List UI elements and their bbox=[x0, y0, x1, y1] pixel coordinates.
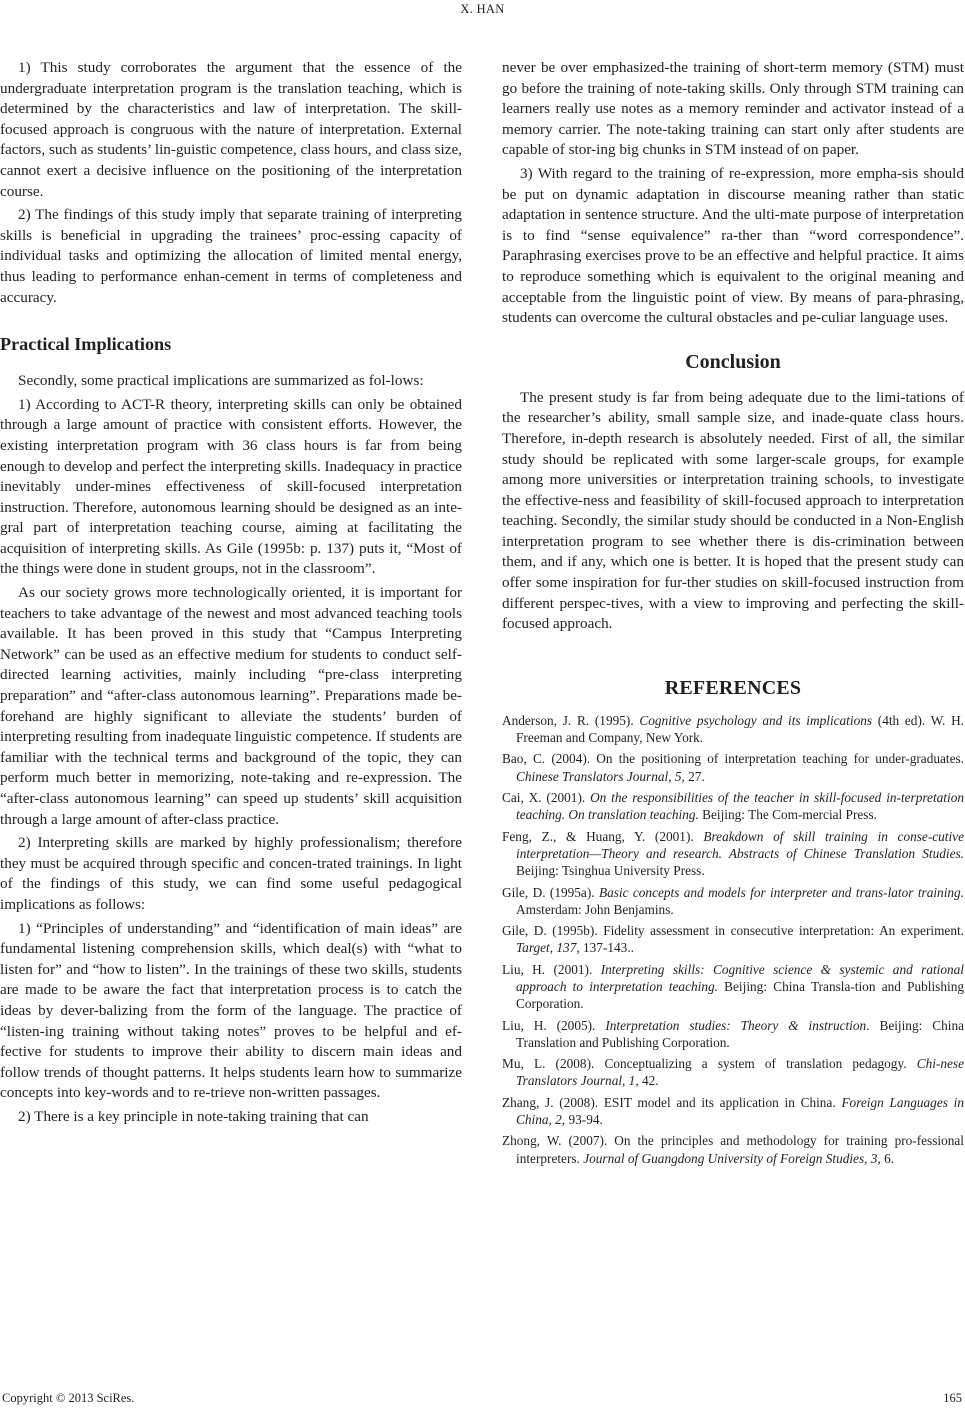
conclusion-heading: Conclusion bbox=[685, 350, 781, 373]
body-paragraph: 2) Interpreting skills are marked by highly professionalism; therefore they must be acquired through specific and concen-trated trainings. In light of the findings of this study, we can find some useful pedagogical implications as follows: bbox=[0, 834, 462, 913]
reference-entry: Cai, X. (2001). On the responsibilities of the teacher in skill-focused in-terpretation teaching. On translation teaching. Beijing: The Com-mercial Press. bbox=[502, 790, 964, 823]
body-paragraph: 2) The findings of this study imply that separate training of interpreting skills is beneficial in upgrading the trainees’ proc-essing capacity of individual tasks and optimizing the allocation of limited mental energy, thus leading to performance enhan-cement in terms of completeness and accuracy. bbox=[0, 206, 462, 306]
page-number: 165 bbox=[943, 1391, 962, 1405]
body-paragraph: 1) According to ACT-R theory, interpreting skills can only be obtained through a large amount of practice with consistent efforts. However, the existing interpretation program with 36 class hours is far from being enough to develop and perfect the interpreting skills. Inadequacy in practice inevitably under-mines effectiveness of skill-focused interpretation instruction. Therefore, autonomous learning should be designed as an inte-gral part of interpretation teaching course, aiming at facilitating the acquisition of interpreting skills. As Gile (1995b: p. 137) puts it, “Most of the things were done in student groups, not in the classroom”. bbox=[0, 395, 462, 578]
reference-entry: Feng, Z., & Huang, Y. (2001). Breakdown of skill training in conse-cutive interpretation—Theory and research. Abstracts of Chinese Translation Studies. Beijing: Tsinghua University Press. bbox=[502, 828, 964, 879]
section-heading-practical-implications: Practical Implications bbox=[0, 334, 172, 355]
reference-entry: Bao, C. (2004). On the positioning of interpretation teaching for under-graduates. Chinese Translators Journal, 5, 27. bbox=[502, 751, 964, 784]
references-heading: REFERENCES bbox=[664, 676, 802, 699]
body-paragraph: 1) “Principles of understanding” and “identification of main ideas” are fundamental listening comprehension skills, which deal(s) with “what to listen for” and “how to listen”. In the trainings of these two skills, students are made to be aware the fact that interpretation process is to catch the ideas by dever-balizing from the form of the language. The practice of “listen-ing training without taking notes” proves to be helpful and ef-fective for students to improve their ability to discern main ideas and follow trends of thought patterns. It helps students learn how to summarize concepts into key-words and to re-trieve non-written passages. bbox=[0, 919, 462, 1102]
body-paragraph: As our society grows more technologically oriented, it is important for teachers to take advantage of the newest and most advanced teaching tools available. It has been proved in this study that “Campus Interpreting Network” can be used as an effective medium for students to conduct self-directed learning activities, mainly including “pre-class interpreting preparation” and “after-class autonomous learning”. Preparations made be-forehand are highly significant to alleviate the students’ burden of interpreting resulting from inadequate linguistic competence. If students are familiar with the technical terms and background of the topic, they can perform much better in memorizing, note-taking and re-expression. The “after-class autonomous learning” can speed up students’ skill acquisition through a large amount of after-class practice. bbox=[0, 584, 462, 828]
body-paragraph: 3) With regard to the training of re-expression, more empha-sis should be put on dynamic adaptation in discourse meaning rather than static adaptation in sentence structure. And the ulti-mate purpose of interpretation is to find “sense equivalence” ra-ther than “word correspondence”. Paraphrasing exercises prove to be an effective and helpful practice. It aims to reproduce something which is equivalent to the original meaning and acceptable from the linguistic point of view. By means of para-phrasing, students can overcome the cultural obstacles and pe-culiar language uses. bbox=[502, 164, 964, 327]
reference-entry: Liu, H. (2005). Interpretation studies: Theory & instruction. Beijing: China Translation and Publishing Corporation. bbox=[502, 1017, 964, 1050]
conclusion-paragraph: The present study is far from being adequate due to the limi-tations of the researcher’s ability, small sample size, and inade-quate class hours. Therefore, in-depth research is absolutely needed. First of all, the similar study should be replicated with some larger-scale groups, for example among more universities or interpretation training schools, to investigate the effective-ness and feasibility of skill-focused approach to interpretation teaching. Secondly, the similar study should be conducted in a Non-English interpretation program to see whether there is dis-crimination between them, and if any, which one is better. It is hoped that the present study can offer some inspiration for fur-ther studies on skill-focused instruction from different perspec-tives, with a view to improving and perfecting the skill-focused approach. bbox=[502, 388, 964, 633]
body-paragraph: 2) There is a key principle in note-taking training that can bbox=[18, 1107, 369, 1125]
copyright-notice: Copyright © 2013 SciRes. bbox=[2, 1391, 135, 1405]
reference-list bbox=[502, 712, 964, 1167]
running-head: X. HAN bbox=[460, 2, 505, 16]
left-column bbox=[0, 58, 462, 1128]
body-paragraph: never be over emphasized-the training of short-term memory (STM) must go before the training of note-taking skills. Only through STM training can learners really use notes as a memory reminder and activator instead of a memory carrier. The note-taking training can start only after students are capable of stor-ing big chunks in STM instead of on paper. bbox=[502, 59, 964, 159]
right-column bbox=[502, 58, 964, 1171]
reference-entry: Mu, L. (2008). Conceptualizing a system of translation pedagogy. Chi-nese Translators Journal, 1, 42. bbox=[502, 1056, 964, 1089]
reference-entry: Liu, H. (2001). Interpreting skills: Cognitive science & systemic and rational approach to interpretation teaching. Beijing: China Transla-tion and Publishing Corporation. bbox=[502, 961, 964, 1012]
reference-entry: Zhong, W. (2007). On the principles and methodology for training pro-fessional interpreters. Journal of Guangdong University of Foreign Studies, 3, 6. bbox=[502, 1133, 964, 1166]
reference-entry: Zhang, J. (2008). ESIT model and its application in China. Foreign Languages in China, 2, 93-94. bbox=[502, 1094, 964, 1128]
reference-entry: Gile, D. (1995a). Basic concepts and models for interpreter and trans-lator training. Amsterdam: John Benjamins. bbox=[502, 884, 965, 917]
reference-entry: Gile, D. (1995b). Fidelity assessment in consecutive interpretation: An experiment. Target, 137, 137-143.. bbox=[502, 923, 964, 956]
body-paragraph: Secondly, some practical implications are summarized as fol-lows: bbox=[18, 372, 424, 390]
body-paragraph: 1) This study corroborates the argument that the essence of the undergraduate interpretation program is the translation teaching, which is determined by the characteristics and law of interpretation. The skill-focused approach is congruous with the nature of interpretation. External factors, such as students’ lin-guistic competence, class hours, and class size, cannot exert a decisive influence on the positioning of the interpretation course. bbox=[0, 59, 462, 200]
reference-entry: Anderson, J. R. (1995). Cognitive psychology and its implications (4th ed). W. H. Freeman and Company, New York. bbox=[502, 712, 964, 746]
